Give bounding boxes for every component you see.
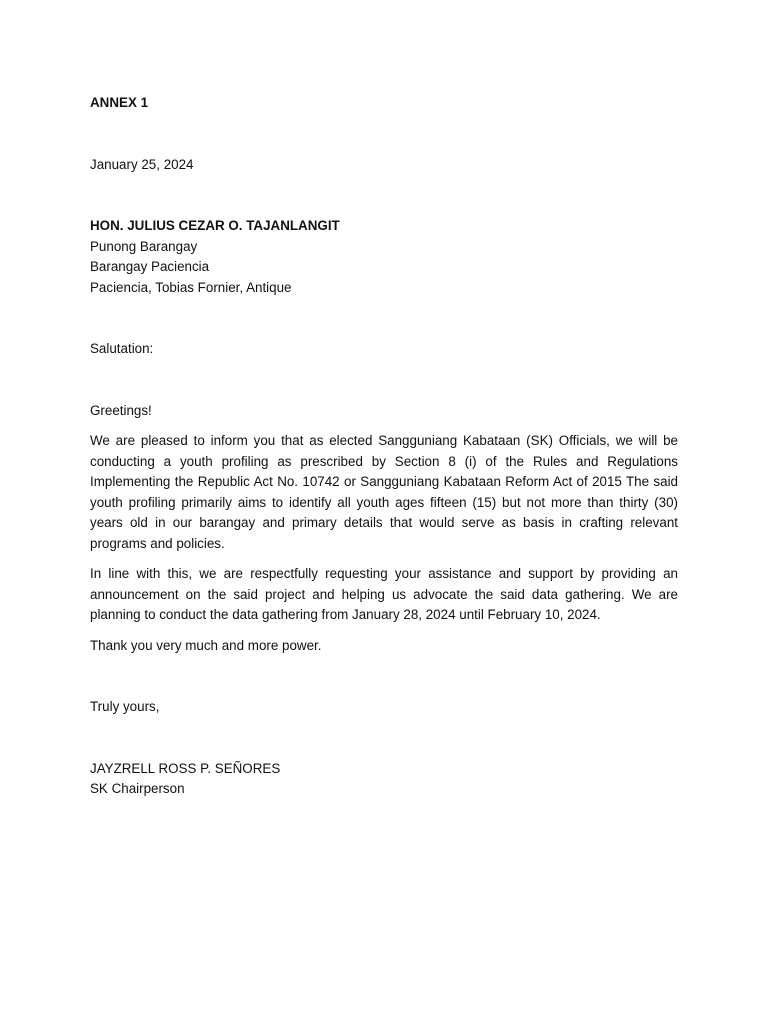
recipient-office: Barangay Paciencia	[90, 259, 210, 274]
recipient-name: HON. JULIUS CEZAR O. TAJANLANGIT	[90, 218, 340, 233]
recipient-address: Paciencia, Tobias Fornier, Antique	[90, 279, 292, 295]
signature-block	[90, 759, 678, 800]
closing: Truly yours,	[90, 699, 160, 714]
recipient-block	[90, 216, 678, 298]
recipient-title: Punong Barangay	[90, 238, 198, 254]
letter-page	[90, 93, 678, 800]
letter-date: January 25, 2024	[90, 156, 194, 172]
signatory-name: JAYZRELL ROSS P. SEÑORES	[90, 760, 281, 776]
annex-label: ANNEX 1	[90, 95, 149, 110]
greeting: Greetings!	[90, 402, 152, 418]
salutation: Salutation:	[90, 341, 154, 356]
signatory-position: SK Chairperson	[90, 781, 185, 796]
thanks-line: Thank you very much and more power.	[90, 637, 322, 653]
body-paragraph-2: In line with this, we are respectfully requesting your assistance and support by providing an announcement on the said project and helping us advocate the said data gathering. We are planning to conduct the data gathering from January 28, 2024 until February 10, 2024.	[90, 566, 678, 622]
body-paragraph-1: We are pleased to inform you that as elected Sangguniang Kabataan (SK) Officials, we will be conducting a youth profiling as prescribed by Section 8 (i) of the Rules and Regulations Implementing the Republic Act No. 10742 or Sangguniang Kabataan Reform Act of 2015 The said youth profiling primarily aims to identify all youth ages fifteen (15) but not more than thirty (30) years old in our barangay and primary details that would serve as basis in crafting relevant programs and policies.	[90, 433, 678, 551]
